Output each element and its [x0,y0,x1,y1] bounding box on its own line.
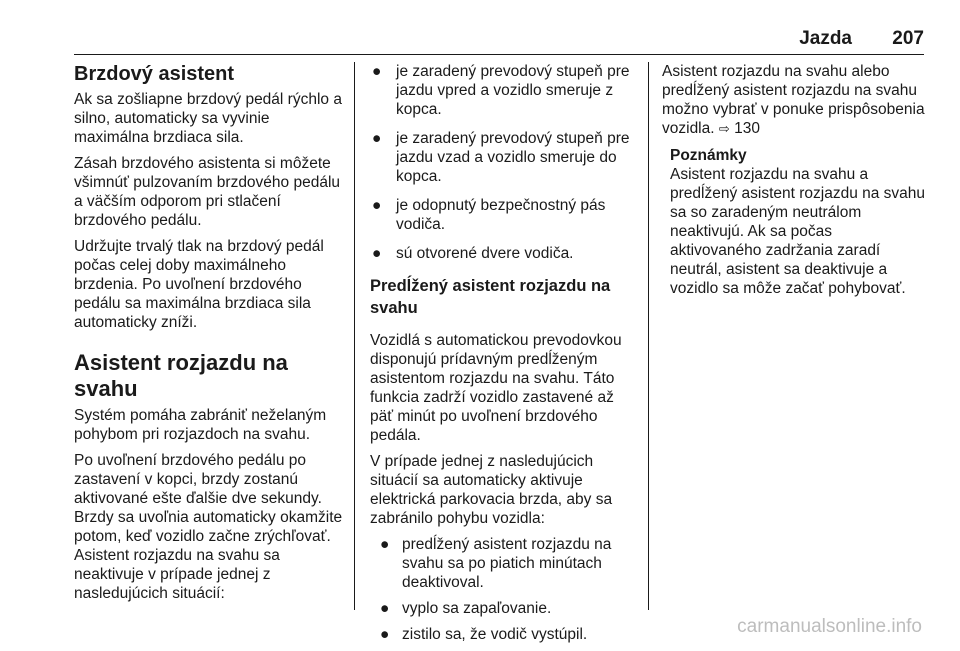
page-reference[interactable]: 130 [734,120,760,137]
list-item: ● sú otvorené dvere vodiča. [372,245,574,262]
note-box [662,146,926,298]
bullet-icon: ● [380,626,390,643]
note-text: Asistent rozjazdu na svahu a predĺžený asistent rozjazdu na svahu sa so zaradeným neutrálom neaktivujú. Ak sa počas aktivovaného zadržania zaradí neutrál, asistent sa deaktivuje a vozidlo sa môže začať pohybovať. [670,166,926,297]
list-item: ● predĺžený asistent rozjazdu na svahu sa po piatich minútach deaktivoval. [380,536,612,591]
heading-brake-assist: Brzdový asistent [74,63,235,85]
paragraph: Udržujte trvalý tlak na brzdový pedál počas celej doby maximálneho brzdenia. Po uvoľnení brzdového pedálu sa maximálna brzdiaca sila automaticky zníži. [74,238,324,331]
list-item: ● vyplo sa zapaľovanie. [380,600,552,617]
list-item: ● je zaradený prevodový stupeň pre jazdu vzad a vozidlo smeruje do kopca. [372,130,630,185]
column-divider-1 [354,62,355,610]
paragraph: Po uvoľnení brzdového pedálu po zastavení v kopci, brzdy zostanú aktivované ešte ďalšie dve sekundy. Brzdy sa uvoľnia automaticky okamžite potom, keď vozidlo začne zrýchľovať. Asistent rozjazdu na svahu sa neaktivuje v prípade jednej z nasledujúcich situácií: [74,452,343,602]
heading-hill-start-assist: Asistent rozjazdu na svahu [74,350,288,401]
column-3 [662,62,926,298]
page-number: 207 [892,28,924,49]
paragraph: Ak sa zošliapne brzdový pedál rýchlo a silno, automaticky sa vyvinie maximálna brzdiaca sila. [74,91,342,146]
list-item: ● je zaradený prevodový stupeň pre jazdu vpred a vozidlo smeruje z kopca. [372,63,630,118]
column-divider-2 [648,62,649,610]
list-item: ● zistilo sa, že vodič vystúpil. [380,626,588,643]
page-header [74,28,924,55]
paragraph: Zásah brzdového asistenta si môžete všimnúť pulzovaním brzdového pedálu a väčším odporom pri stlačení brzdového pedálu. [74,155,341,229]
condition-list [370,62,636,263]
list-item: ● je odopnutý bezpečnostný pás vodiča. [372,197,606,233]
bullet-icon: ● [380,536,390,553]
watermark: carmanualsonline.info [737,616,922,637]
note-title: Poznámky [670,147,747,164]
column-2 [370,62,636,651]
paragraph: Systém pomáha zabrániť neželaným pohybom pri rozjazdoch na svahu. [74,407,327,443]
bullet-icon: ● [372,245,382,262]
paragraph: Asistent rozjazdu na svahu alebo predĺžený asistent rozjazdu na svahu možno vybrať v ponuke prispôsobenia vozidla. ⇨ 130 [662,63,925,137]
bullet-icon: ● [372,130,382,147]
paragraph: Vozidlá s automatickou prevodovkou disponujú prídavným predĺženým asistentom rozjazdu na svahu. Táto funkcia zadrží vozidlo zastavené až päť minút po uvoľnení brzdového pedála. [370,332,622,444]
column-1 [74,62,346,610]
page-reference-arrow-icon: ⇨ [718,121,730,136]
activation-list [372,535,636,644]
paragraph: V prípade jednej z nasledujúcich situácií sa automaticky aktivuje elektrická parkovacia brzda, aby sa zabránilo pohybu vozidla: [370,453,613,527]
bullet-icon: ● [372,197,382,214]
bullet-icon: ● [380,600,390,617]
bullet-icon: ● [372,63,382,80]
chapter-title: Jazda [799,28,852,49]
heading-extended-hill-start-assist: Predĺžený asistent rozjazdu na svahu [370,277,611,317]
